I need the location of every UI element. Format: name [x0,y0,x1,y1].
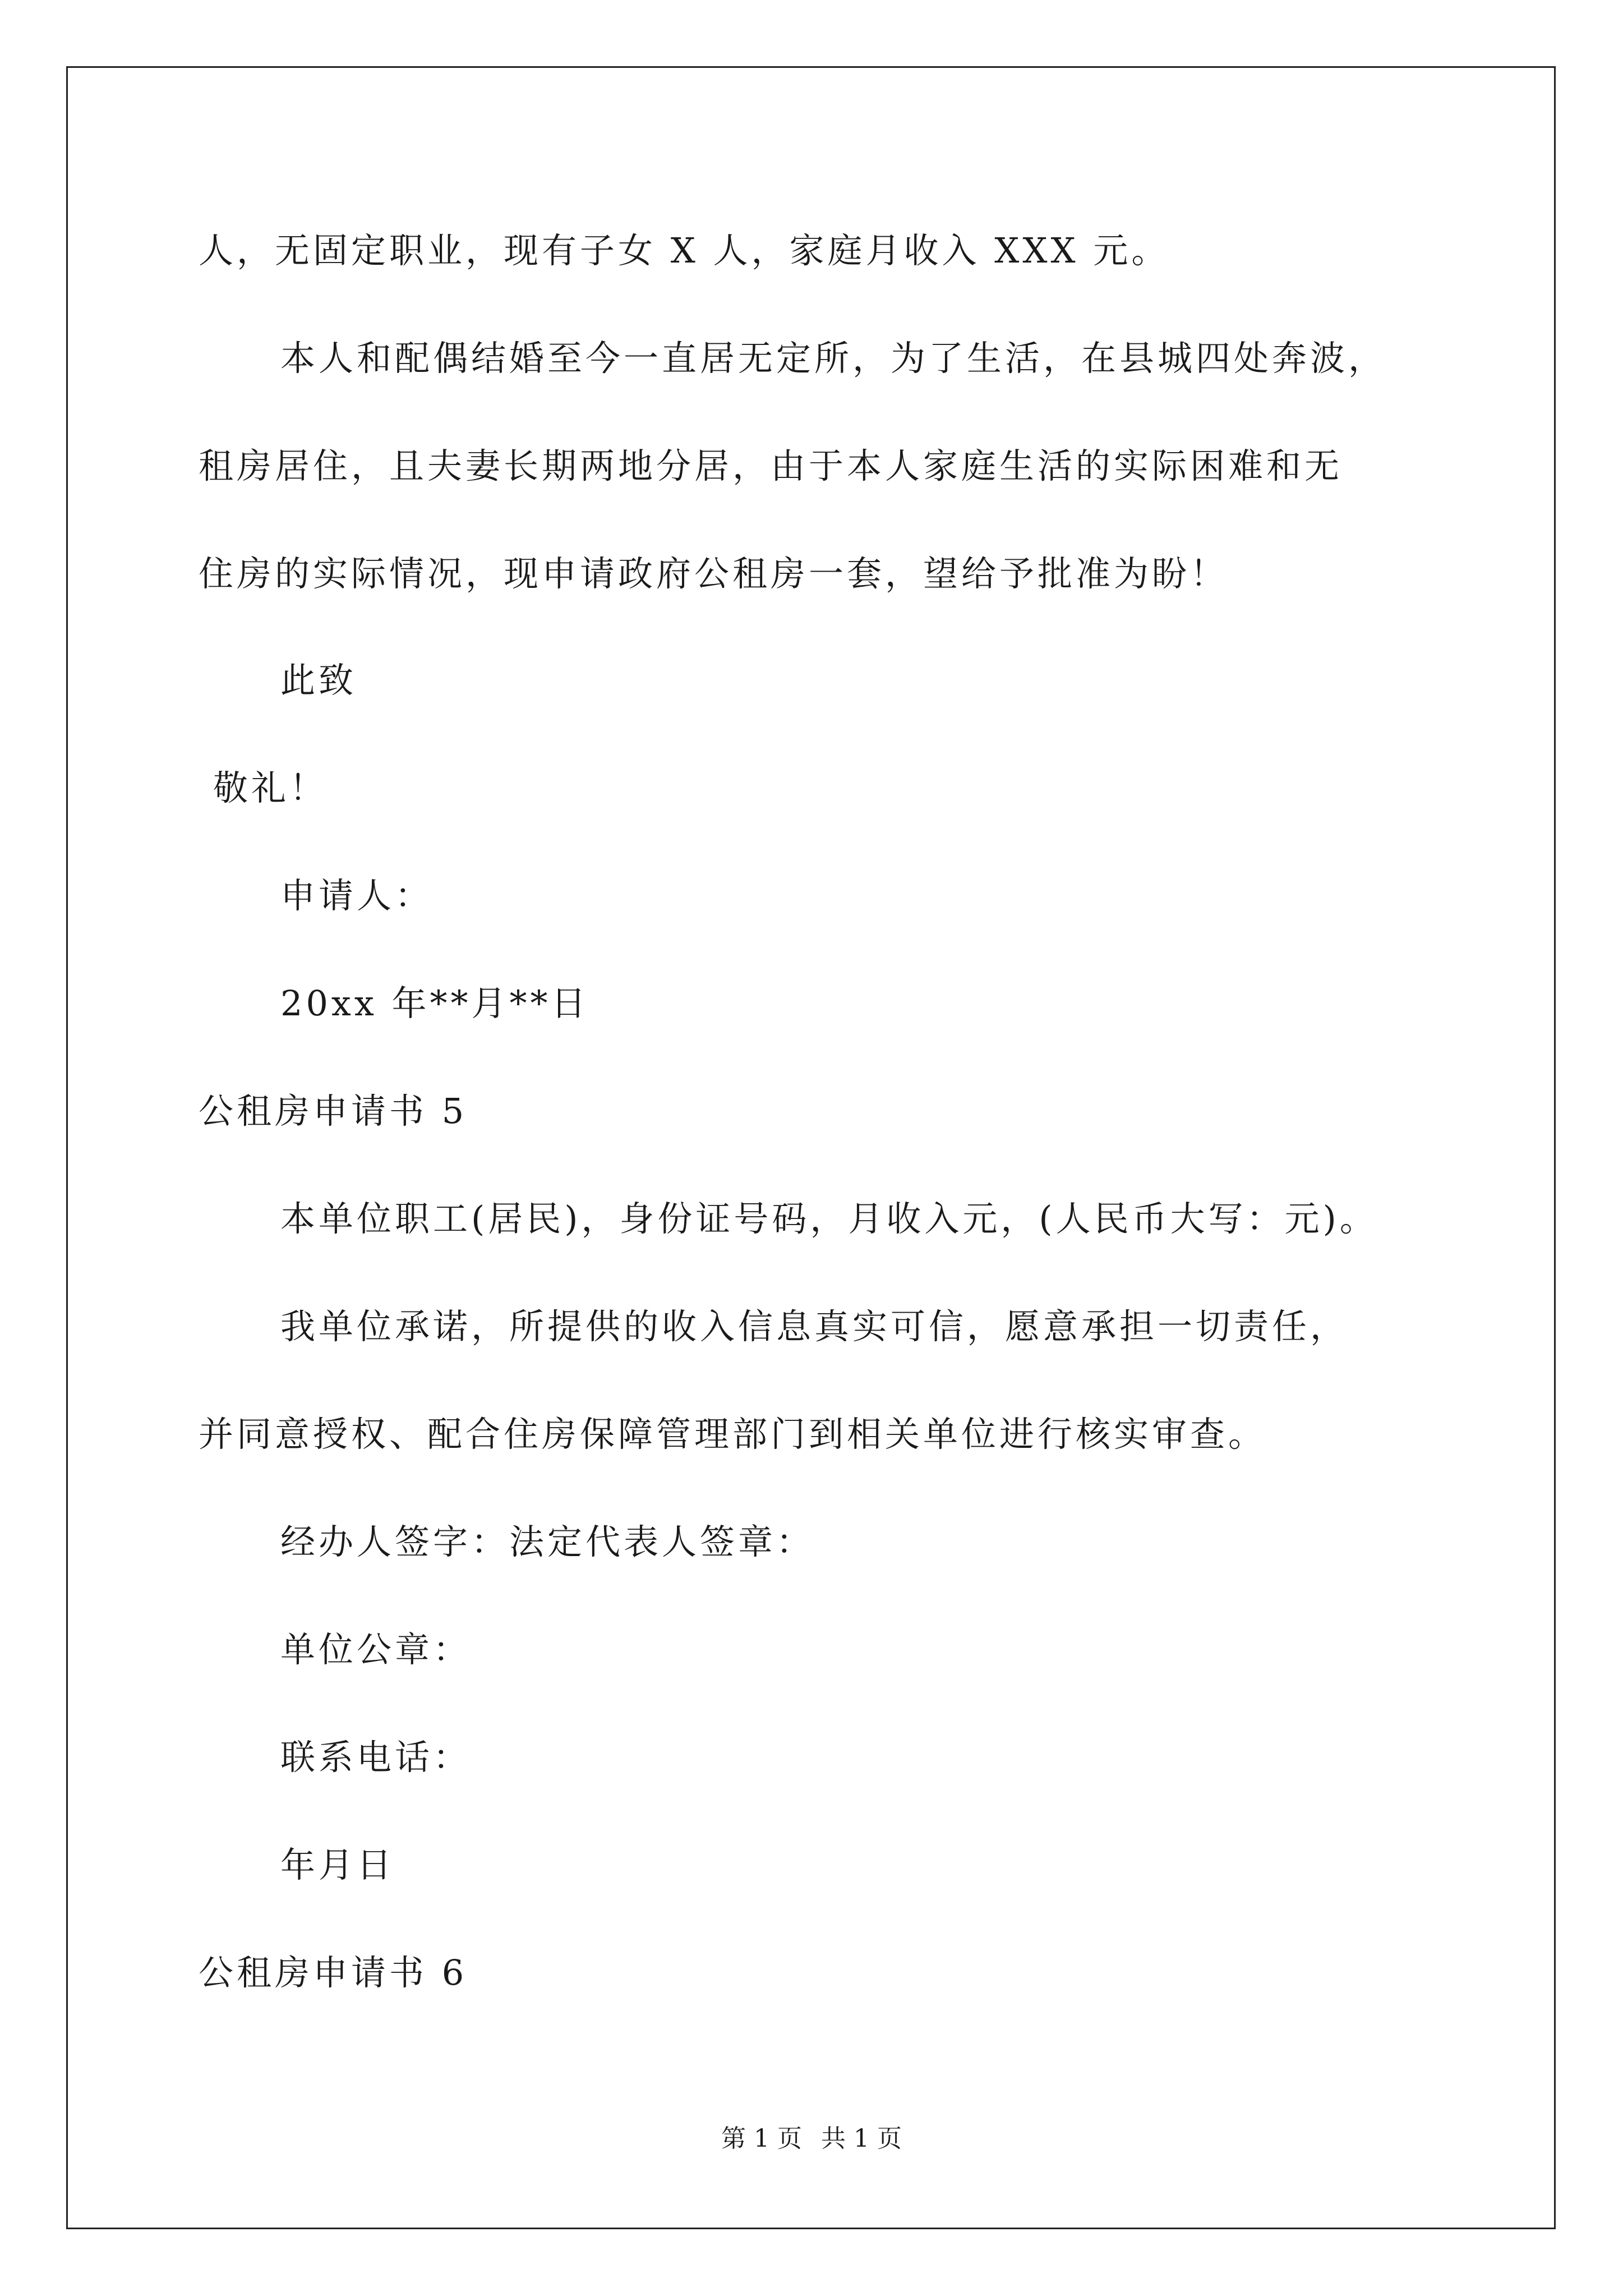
date-line: 20xx 年**月**日 [280,983,589,1024]
page-frame [66,66,1556,2229]
salutation-line: 此致 [280,660,357,701]
seal-line: 单位公章： [280,1629,472,1670]
body-line-1: 人，无固定职业，现有子女 X 人，家庭月收入 XXX 元。 [199,230,1170,271]
closing-line: 敬礼！ [213,767,328,808]
section-title-5: 公租房申请书 5 [199,1091,468,1131]
applicant-line: 申请人： [280,875,434,916]
body-line-6: 我单位承诺，所提供的收入信息真实可信，愿意承担一切责任， [280,1306,1349,1347]
body-line-4: 住房的实际情况，现申请政府公租房一套，望给予批准为盼！ [199,553,1229,594]
body-line-2: 本人和配偶结婚至今一直居无定所，为了生活，在县城四处奔波， [280,338,1387,379]
signature-line: 经办人签字：法定代表人签章： [280,1521,815,1562]
body-line-7: 并同意授权、配合住房保障管理部门到相关单位进行核实审查。 [199,1414,1267,1455]
page-number: 第 1 页 [721,2124,802,2153]
page-total: 共 1 页 [821,2124,902,2153]
date-blank-line: 年月日 [280,1844,395,1885]
section-title-6: 公租房申请书 6 [199,1952,468,1993]
body-line-5: 本单位职工(居民)，身份证号码，月收入元，(人民币大写：元)。 [280,1198,1378,1239]
page-footer [0,2123,1623,2155]
phone-line: 联系电话： [280,1737,472,1778]
body-line-3: 租房居住，且夫妻长期两地分居，由于本人家庭生活的实际困难和无 [199,445,1343,486]
